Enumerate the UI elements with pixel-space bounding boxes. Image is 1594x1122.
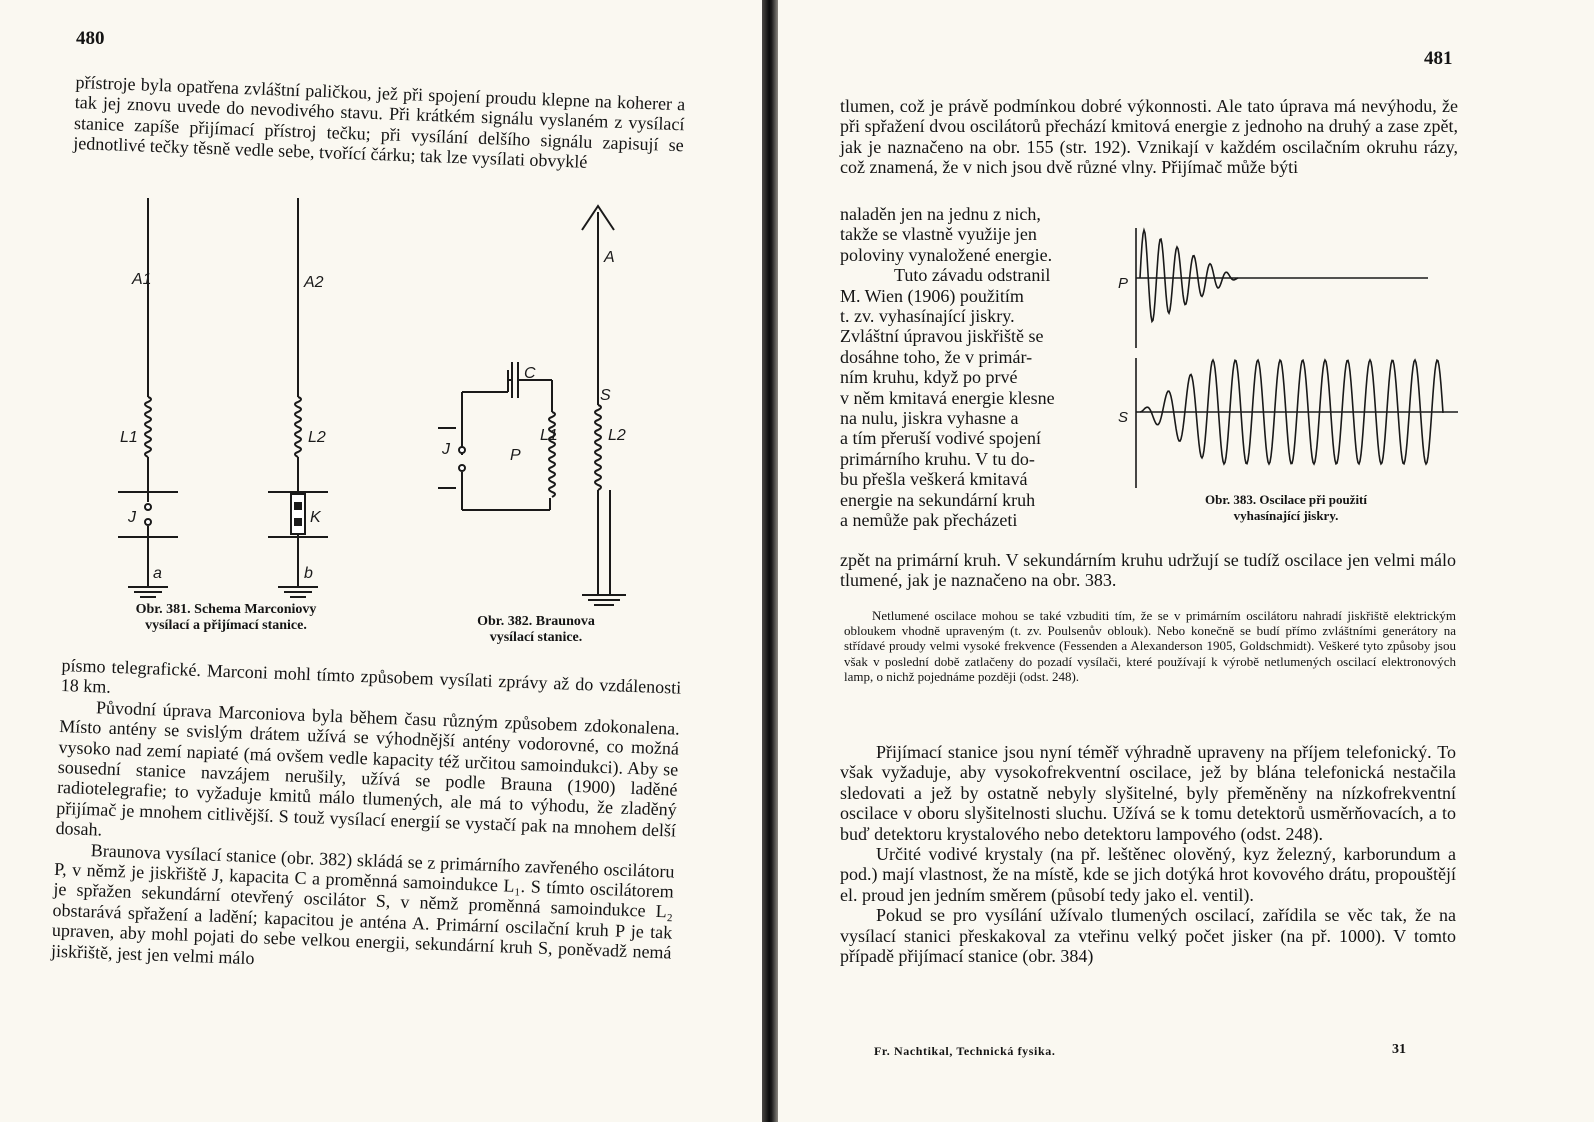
small-print-note [844,608,1456,684]
text-line: primárního kruhu. V tu do- [840,448,1035,469]
figure-381-diagram [108,192,348,607]
paragraph: Braunova vysílací stanice (obr. 382) skládá se z primárního zavřeného oscilátoru P, v němž je jiskřiště J, kapacita C a proměnná samoindukce L₁. S tímto oscilátorem je spřažen sekundární otevřený oscilátor S, v němž proměnná samoindukce L₂ obstarává spřažení a ladění; kapacitou je anténa A. Primární oscilační kruh P je tak upraven, aby mohl pojati do sebe velkou energii, sekundární kruh S, poněvadž nemá jiskřiště, jest jen velmi málo [50,839,675,968]
paragraph: Původní úprava Marconiova byla během času různým způsobem zdokonalena. Místo antény se svislým drátem užívá se výhodnější antény vodorovné, co možná vysoko nad zemí napiaté (má ovšem vedle kapacity též určitou samoindukci). Aby se sousední stanice navzájem nerušily, užívá se podle Brauna (1900) laděné radiotelegrafie; to vyžaduje kmitů málo tlumených, ale má to výhodu, že zladěný přijímač je mnohem citlivější. S touž vysílací energií se vystačí pak na mnohem delší dosah. [55,697,681,841]
top-paragraph [73,72,686,176]
text-line: takže se vlastně využije jen [840,224,1037,245]
paragraph: tlumen, což je právě podmínkou dobré výkonnosti. Ale tato úprava má nevýhodu, že při spřažení dvou oscilátorů přechází kmitová energie z jednoho na druhý a zase zpět, jak je naznačeno na obr. 155 (str. 192). Vznikají v každém oscilačním okruhu rázy, což znamená, že v nich jsou dvě různé vlny. Přijímač může býti [840,96,1458,178]
figure-382-diagram [432,200,652,610]
continuation-text [840,550,1456,591]
label-b: b [304,565,313,582]
page-number: 481 [1424,48,1453,69]
text-line: bu přešla veškerá kmitavá [840,469,1028,490]
caption-line: vyhasínající jiskry. [1233,508,1339,523]
label-a2: A2 [304,274,324,291]
body-text [51,655,682,984]
body-text [840,742,1456,966]
caption-line: Obr. 381. Schema Marconiovy [135,602,317,617]
label-l2: L2 [608,427,626,444]
paragraph: písmo telegrafické. Marconi mohl tímto způsobem vysílati zprávy až do vzdálenosti 18 km. [60,655,682,698]
label-l1: L1 [120,429,138,446]
text-line: v něm kmitavá energie klesne [840,387,1055,408]
label-s: S [600,387,611,404]
label-c: C [524,365,536,382]
caption-line: Obr. 382. Braunova [477,614,595,629]
caption-line: Obr. 383. Oscilace při použití [1204,492,1368,507]
figure-381-caption [96,602,356,634]
label-s: S [1118,409,1129,426]
text-line: dosáhne toho, že v primár- [840,346,1033,367]
figure-382-caption [436,614,636,646]
label-l1: L1 [540,427,558,444]
text-line: M. Wien (1906) použitím [840,285,1024,306]
text-line: a nemůže pak přecházeti [840,510,1018,531]
paragraph: zpět na primární kruh. V sekundárním kruhu udržují se tudíž oscilace jen velmi málo tlumené, jak je naznačeno na obr. 383. [840,550,1456,591]
book-gutter [762,0,778,1122]
text-line: energie na sekundární kruh [840,489,1036,510]
figure-383-caption [1166,492,1406,524]
text-line: a tím přeruší vodivé spojení [840,428,1041,449]
label-l2: L2 [308,429,326,446]
text-line: naladěn jen na jednu z nich, [840,204,1041,224]
page-number: 480 [76,28,105,49]
label-j: J [128,509,136,526]
text-line: t. zv. vyhasínající jiskry. [840,306,1015,327]
label-a1: A1 [132,271,152,288]
narrow-column [840,204,1110,531]
paragraph: přístroje byla opatřena zvláštní paličkou, jež při spojení proudu klepne na koherer a tak jej znovu uvede do nevodivého stavu. Při krátkém signálu vyslaném z vysílací stanice zapíše přijímací přístroj tečku; při vysílání delšího signálu zapisují se jednotlivé tečky těsně vedle sebe, tvořící čárku; tak lze vysílati obvyklé [73,72,686,173]
text-line: poloviny vynaložené energie. [840,244,1053,265]
left-page [0,0,762,1122]
caption-line: vysílací a přijímací stanice. [145,618,307,633]
label-j: J [442,441,450,458]
text-line: na nulu, jiskra vyhasne a [840,408,1019,429]
label-a: a [153,565,162,582]
label-p: P [510,447,521,464]
paragraph: Přijímací stanice jsou nyní téměř výhradně upraveny na příjem telefonický. To však vyžaduje, aby vysokofrekventní oscilace, jež by blána telefonická nestačila sledovati a jež by ostatně nebyly slyšitelné, byly přeměněny na nízkofrekventní oscilace v oboru slyšitelnosti sluchu. Užívá se k tomu detektorů usměrňovacích, a to buď detektoru krystalového nebo detektoru lampového (odst. 248). [840,742,1456,844]
signature-number: 31 [1392,1042,1406,1057]
label-p: P [1118,275,1129,292]
label-a: A [604,249,615,266]
right-page [778,0,1594,1122]
paragraph: Netlumené oscilace mohou se také vzbuditi tím, že se v primárním oscilátoru nahradí jiskřiště elektrickým obloukem vhodně upraveným (t. zv. Poulsenův oblouk). Nebo konečně se budí přímo zvláštními generátory na střídavé proudy velmi vysoké frekvence (Fessenden a Alexanderson 1905, Goldschmidt). Veškeré tyto způsoby jsou však v poslední době zatlačeny do pozadí vysílači, které používají k výrobě netlumených oscilací elektronových lamp, o nichž pojednáme později (odst. 248). [844,608,1456,684]
figure-383-oscillation-plot [1118,218,1466,494]
text-line: Zvláštní úpravou jiskřiště se [840,326,1044,347]
footer-citation: Fr. Nachtikal, Technická fysika. [874,1044,1056,1058]
label-k: K [310,509,321,526]
intro-text [840,96,1458,178]
caption-line: vysílací stanice. [489,630,583,645]
paragraph: Určité vodivé krystaly (na př. leštěnec olověný, kyz železný, karborundum a pod.) mají vlastnost, že na místě, kde se jich dotýká hrot kovového drátu, propouštějí el. proud jen jedním směrem (působí tedy jako el. ventil). [840,844,1456,905]
paragraph: Pokud se pro vysílání užívalo tlumených oscilací, zařídila se věc tak, že na vysílací stanici přeskakoval za vteřinu velký počet jisker (na př. 1000). V tomto případě přijímací stanice (obr. 384) [840,905,1456,967]
text-line: ním kruhu, když po prvé [840,367,1018,388]
text-line: Tuto závadu odstranil [894,265,1051,286]
